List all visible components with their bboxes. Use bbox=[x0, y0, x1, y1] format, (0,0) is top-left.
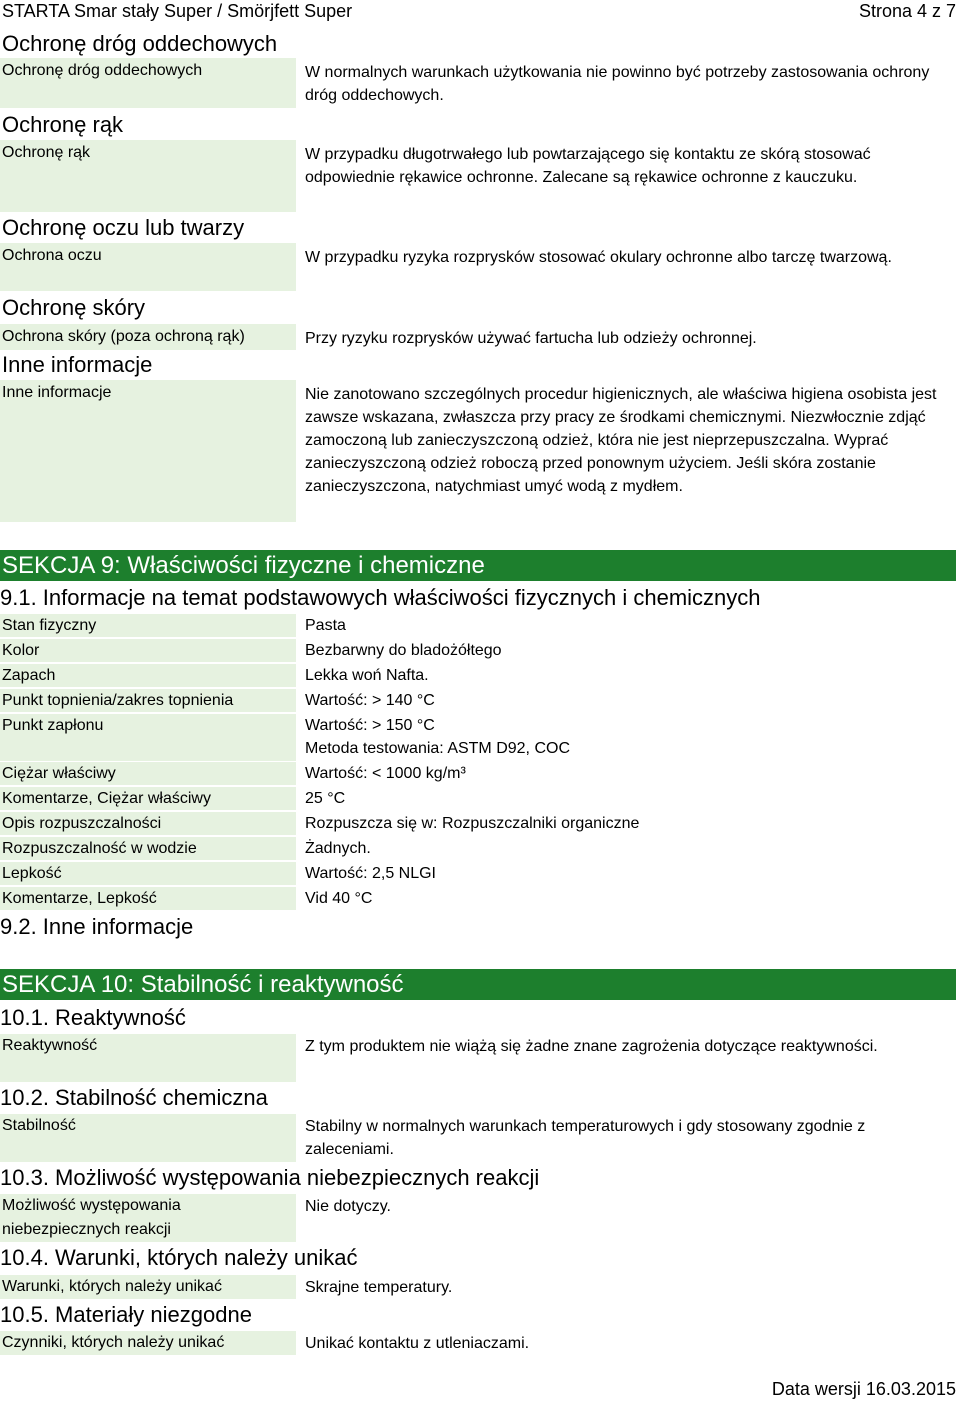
prop-value: Wartość: > 140 °C bbox=[305, 692, 435, 709]
prop-label: Komentarze, Lepkość bbox=[2, 890, 157, 907]
text-incompatible: Unikać kontaktu z utleniaczami. bbox=[305, 1335, 530, 1352]
section10-subheading: 10.3. Możliwość występowania niebezpiecznych reakcji bbox=[0, 1165, 540, 1190]
label-hazardous-reactions: Możliwość występowania niebezpiecznych reakcji bbox=[2, 1197, 181, 1238]
prop-label: Stan fizyczny bbox=[2, 617, 97, 634]
label-respiratory: Ochronę dróg oddechowych bbox=[2, 62, 203, 79]
prop-value: Bezbarwny do bladożółtego bbox=[305, 642, 502, 659]
prop-value: Pasta bbox=[305, 617, 346, 634]
prop-value: Vid 40 °C bbox=[305, 890, 373, 907]
prop-label: Rozpuszczalność w wodzie bbox=[2, 840, 197, 857]
section9-banner: SEKCJA 9: Właściwości fizyczne i chemiczne bbox=[0, 550, 956, 581]
label-reactivity: Reaktywność bbox=[2, 1037, 98, 1054]
section9-subheading-2: 9.2. Inne informacje bbox=[0, 914, 194, 939]
text-other-info: Nie zanotowano szczególnych procedur higienicznych, ale właściwa higiena osobista jest zawsze wskazana, zwłaszcza przy pracy ze środkami chemicznymi. Niezwłocznie zdjąć zamoczoną lub zanieczyszczoną odzież, która nie jest nieprzepuszczalna. Wyprać zanieczyszczoną odzież roboczą przed ponownym użyciem. Jeśli skóra zostanie zanieczyszczona, natychmiast umyć wodą z mydłem. bbox=[305, 386, 937, 495]
label-hands: Ochronę rąk bbox=[2, 144, 91, 161]
document-title: STARTA Smar stały Super / Smörjfett Super bbox=[2, 1, 353, 21]
prop-value: Wartość: 2,5 NLGI bbox=[305, 865, 436, 882]
label-conditions-to-avoid: Warunki, których należy unikać bbox=[2, 1278, 222, 1295]
text-hands: W przypadku długotrwałego lub powtarzającego się kontaktu ze skórą stosować odpowiednie rękawice ochronne. Zalecane są rękawice ochronne z kauczuku. bbox=[305, 146, 871, 186]
heading-respiratory: Ochronę dróg oddechowych bbox=[2, 31, 278, 56]
heading-other-info: Inne informacje bbox=[2, 352, 153, 377]
prop-value-secondary: Metoda testowania: ASTM D92, COC bbox=[305, 740, 570, 757]
text-stability: Stabilny w normalnych warunkach temperaturowych i gdy stosowany zgodnie z zaleceniami. bbox=[305, 1118, 866, 1158]
section10-subheading: 10.2. Stabilność chemiczna bbox=[0, 1085, 268, 1110]
section10-subheading: 10.5. Materiały niezgodne bbox=[0, 1302, 252, 1327]
prop-label: Kolor bbox=[2, 642, 40, 659]
prop-label: Zapach bbox=[2, 667, 56, 684]
text-hazardous-reactions: Nie dotyczy. bbox=[305, 1198, 391, 1215]
text-reactivity: Z tym produktem nie wiążą się żadne znane zagrożenia dotyczące reaktywności. bbox=[305, 1038, 878, 1055]
label-skin: Ochrona skóry (poza ochroną rąk) bbox=[2, 328, 245, 345]
text-respiratory: W normalnych warunkach użytkowania nie powinno być potrzeby zastosowania ochrony dróg oddechowych. bbox=[305, 64, 930, 104]
prop-value: Żadnych. bbox=[305, 840, 371, 857]
heading-eyes: Ochronę oczu lub twarzy bbox=[2, 215, 245, 240]
prop-label: Punkt zapłonu bbox=[2, 717, 104, 734]
prop-label: Ciężar właściwy bbox=[2, 765, 116, 782]
label-incompatible: Czynniki, których należy unikać bbox=[2, 1334, 225, 1351]
text-skin: Przy ryzyku rozprysków używać fartucha lub odzieży ochronnej. bbox=[305, 330, 757, 347]
prop-label: Punkt topnienia/zakres topnienia bbox=[2, 692, 234, 709]
version-date: Data wersji 16.03.2015 bbox=[771, 1379, 956, 1399]
prop-value: Lekka woń Nafta. bbox=[305, 667, 429, 684]
prop-value: Wartość: > 150 °C bbox=[305, 717, 435, 734]
section9-subheading-1: 9.1. Informacje na temat podstawowych właściwości fizycznych i chemicznych bbox=[0, 585, 761, 610]
prop-value: Wartość: < 1000 kg/m³ bbox=[305, 765, 466, 782]
prop-label-box bbox=[0, 639, 296, 662]
section10-subheading: 10.4. Warunki, których należy unikać bbox=[0, 1245, 358, 1270]
prop-label: Opis rozpuszczalności bbox=[2, 815, 162, 832]
label-eyes: Ochrona oczu bbox=[2, 247, 102, 264]
text-eyes: W przypadku ryzyka rozprysków stosować okulary ochronne albo tarczę twarzową. bbox=[305, 249, 892, 266]
heading-hands: Ochronę rąk bbox=[2, 112, 124, 137]
label-stability: Stabilność bbox=[2, 1117, 76, 1134]
prop-value: 25 °C bbox=[305, 790, 346, 807]
text-conditions-to-avoid: Skrajne temperatury. bbox=[305, 1279, 453, 1296]
section10-banner: SEKCJA 10: Stabilność i reaktywność bbox=[0, 969, 956, 1000]
page-number: Strona 4 z 7 bbox=[858, 1, 956, 21]
prop-value: Rozpuszcza się w: Rozpuszczalniki organiczne bbox=[305, 815, 640, 832]
section10-subheading: 10.1. Reaktywność bbox=[0, 1005, 186, 1030]
heading-skin: Ochronę skóry bbox=[2, 295, 146, 320]
prop-label: Komentarze, Ciężar właściwy bbox=[2, 790, 211, 807]
label-other-info: Inne informacje bbox=[2, 384, 112, 401]
prop-label: Lepkość bbox=[2, 865, 62, 882]
